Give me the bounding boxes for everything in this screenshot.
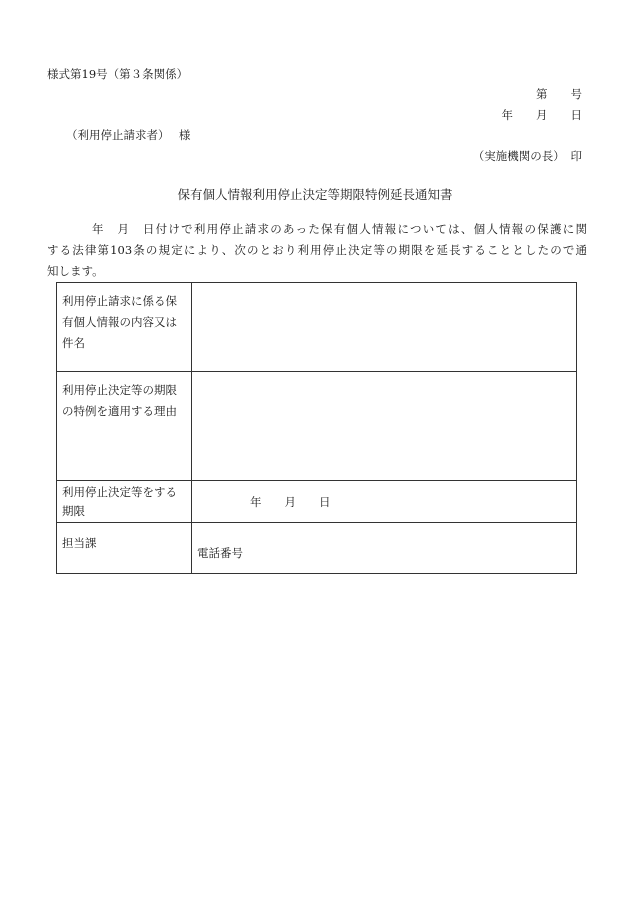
reason-label: 利用停止決定等の期限の特例を適用する理由 bbox=[57, 372, 192, 481]
body-line-1: 年 月 日付けで利用停止請求のあった保有個人情報については、個人情報の保護に関 bbox=[92, 222, 587, 236]
subject-label: 利用停止請求に係る保有個人情報の内容又は件名 bbox=[57, 283, 192, 372]
issue-date-line: 年 月 日 bbox=[501, 108, 582, 122]
phone-number-label: 電話番号 bbox=[197, 546, 243, 560]
deadline-field bbox=[192, 481, 577, 523]
table-row bbox=[57, 283, 577, 372]
department-field bbox=[192, 523, 577, 574]
form-number: 様式第19号（第３条関係） bbox=[47, 67, 189, 81]
addressee: （利用停止請求者） 様 bbox=[66, 128, 191, 142]
table-row bbox=[57, 523, 577, 574]
issuer-seal-line: （実施機関の長） 印 bbox=[472, 149, 582, 163]
document-number-line: 第 号 bbox=[536, 87, 582, 101]
document-title: 保有個人情報利用停止決定等期限特例延長通知書 bbox=[177, 187, 453, 202]
table-row bbox=[57, 481, 577, 523]
body-line-3: 知します。 bbox=[47, 264, 104, 278]
body-line-2: する法律第103条の規定により、次のとおり利用停止決定等の期限を延長することとしたので通 bbox=[47, 243, 587, 257]
deadline-date: 年 月 日 bbox=[250, 495, 331, 509]
subject-field bbox=[192, 283, 577, 372]
deadline-label: 利用停止決定等をする期限 bbox=[57, 481, 192, 523]
table-row bbox=[57, 372, 577, 481]
department-label: 担当課 bbox=[57, 523, 192, 574]
notice-details-table bbox=[56, 282, 577, 574]
notice-body bbox=[47, 219, 587, 282]
reason-field bbox=[192, 372, 577, 481]
